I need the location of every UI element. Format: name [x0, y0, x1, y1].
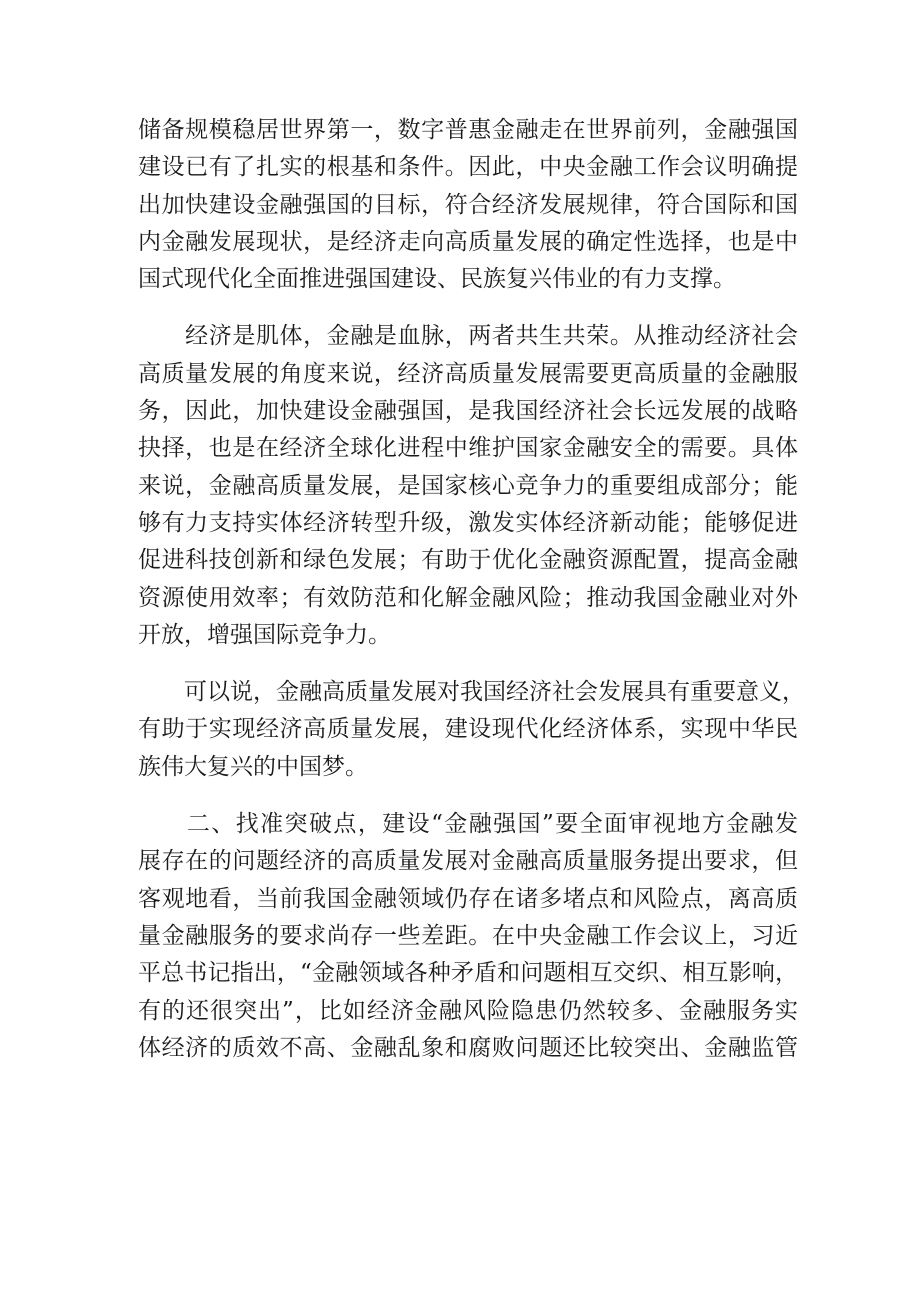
text-line: 体经济的质效不高、金融乱象和腐败问题还比较突出、金融监管	[138, 1034, 798, 1061]
text-line: 经济是肌体，金融是血脉，两者共生共荣。从推动经济社会	[138, 323, 798, 350]
paragraph-4	[138, 806, 798, 1067]
text-line: 促进科技创新和绿色发展；有助于优化金融资源配置，提高金融	[138, 547, 798, 574]
paragraph-3	[138, 674, 805, 786]
paragraph-1	[138, 112, 798, 298]
text-line: 资源使用效率；有效防范和化解金融风险；推动我国金融业对外	[138, 584, 798, 611]
text-line: 开放，增强国际竞争力。	[138, 621, 391, 648]
text-line: 可以说，金融高质量发展对我国经济社会发展具有重要意义，	[138, 679, 805, 706]
text-line: 务，因此，加快建设金融强国，是我国经济社会长远发展的战略	[138, 398, 798, 425]
text-line: 国式现代化全面推进强国建设、民族复兴伟业的有力支撑。	[138, 266, 736, 293]
text-line: 内金融发展现状，是经济走向高质量发展的确定性选择，也是中	[138, 228, 798, 255]
text-line: 二、找准突破点，建设“金融强国”要全面审视地方金融发	[138, 811, 798, 838]
text-line: 够有力支持实体经济转型升级，激发实体经济新动能；能够促进	[138, 509, 798, 536]
text-line: 客观地看，当前我国金融领域仍存在诸多堵点和风险点，离高质	[138, 885, 798, 912]
text-line: 族伟大复兴的中国梦。	[138, 753, 368, 780]
text-line: 出加快建设金融强国的目标，符合经济发展规律，符合国际和国	[138, 191, 798, 218]
text-line: 来说，金融高质量发展，是国家核心竞争力的重要组成部分；能	[138, 472, 798, 499]
text-line: 量金融服务的要求尚存一些差距。在中央金融工作会议上，习近	[138, 922, 798, 949]
text-line: 有的还很突出”，比如经济金融风险隐患仍然较多、金融服务实	[138, 997, 798, 1024]
text-line: 展存在的问题经济的高质量发展对金融高质量服务提出要求，但	[138, 848, 798, 875]
text-line: 抉择，也是在经济全球化进程中维护国家金融安全的需要。具体	[138, 435, 798, 462]
text-line: 建设已有了扎实的根基和条件。因此，中央金融工作会议明确提	[138, 154, 798, 181]
paragraph-2	[138, 318, 798, 654]
document-body	[138, 112, 805, 1087]
text-line: 高质量发展的角度来说，经济高质量发展需要更高质量的金融服	[138, 360, 798, 387]
text-line: 有助于实现经济高质量发展，建设现代化经济体系，实现中华民	[138, 716, 798, 743]
text-line: 储备规模稳居世界第一，数字普惠金融走在世界前列，金融强国	[138, 117, 798, 143]
text-line: 平总书记指出，“金融领域各种矛盾和问题相互交织、相互影响，	[138, 960, 798, 987]
